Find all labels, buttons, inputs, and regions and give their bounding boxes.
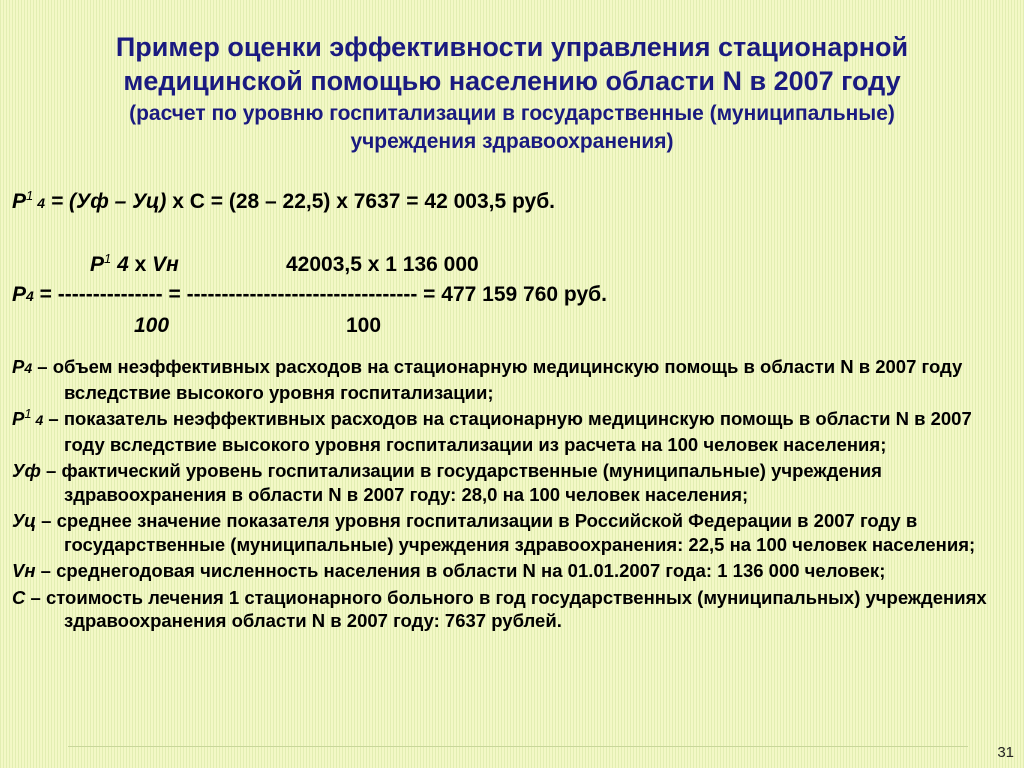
slide-title	[20, 30, 1004, 156]
definitions-list	[12, 355, 1010, 636]
definition-vn: Vн – среднегодовая численность населения в области N на 01.01.2007 года: 1 136 000 человек;	[12, 560, 886, 581]
formula-p14: $Р^1$ 4 = (Уф – Уц) х С = (28 – 22,5) х 7637 = 42 003,5 руб.	[12, 188, 556, 213]
formula-p4-numerator-left: $Р^1$ 4 х Vн	[90, 251, 179, 276]
formula-p4-denominator-left: 100	[134, 314, 170, 337]
definition-p4: Р4 – объем неэффективных расходов на стационарную медицинскую помощь в области N в 2007 году вследствие высокого уровня госпитализации;	[12, 356, 963, 403]
title-line-4: учреждения здравоохранения)	[350, 130, 674, 153]
definition-uf: Уф – фактический уровень госпитализации в государственные (муниципальные) учреждения здравоохранения в области N в 2007 году: 28,0 на 100 человек населения;	[12, 460, 882, 505]
definition-uc: Уц – среднее значение показателя уровня госпитализации в Российской Федерации в 2007 году в государственные (муниципальные) учреждения здравоохранения: 22,5 на 100 человек населения;	[12, 510, 976, 555]
definition-c: С – стоимость лечения 1 стационарного больного в год государственных (муниципальных) учреждениях здравоохранения области N в 2007 году: 7637 рублей.	[12, 586, 987, 631]
title-line-2: медицинской помощью населению области N в 2007 году	[123, 66, 901, 96]
footer-divider	[68, 746, 968, 747]
formula-p4-main-line: Р4 = --------------- = --------------------------------- = 477 159 760 руб.	[12, 283, 607, 306]
definition-p14: $Р^1$ 4 – показатель неэффективных расходов на стационарную медицинскую помощь в области N в 2007 году вследствие высокого уровня госпитализации из расчета на 100 человек населения;	[12, 405, 972, 455]
page-number: 31	[997, 744, 1014, 761]
title-line-1: Пример оценки эффективности управления стационарной	[115, 32, 909, 62]
title-line-3: (расчет по уровню госпитализации в государственные (муниципальные)	[129, 102, 895, 125]
formula-p4-numerator-right: 42003,5 х 1 136 000	[286, 253, 479, 276]
formula-p4-denominator-right: 100	[346, 314, 382, 337]
